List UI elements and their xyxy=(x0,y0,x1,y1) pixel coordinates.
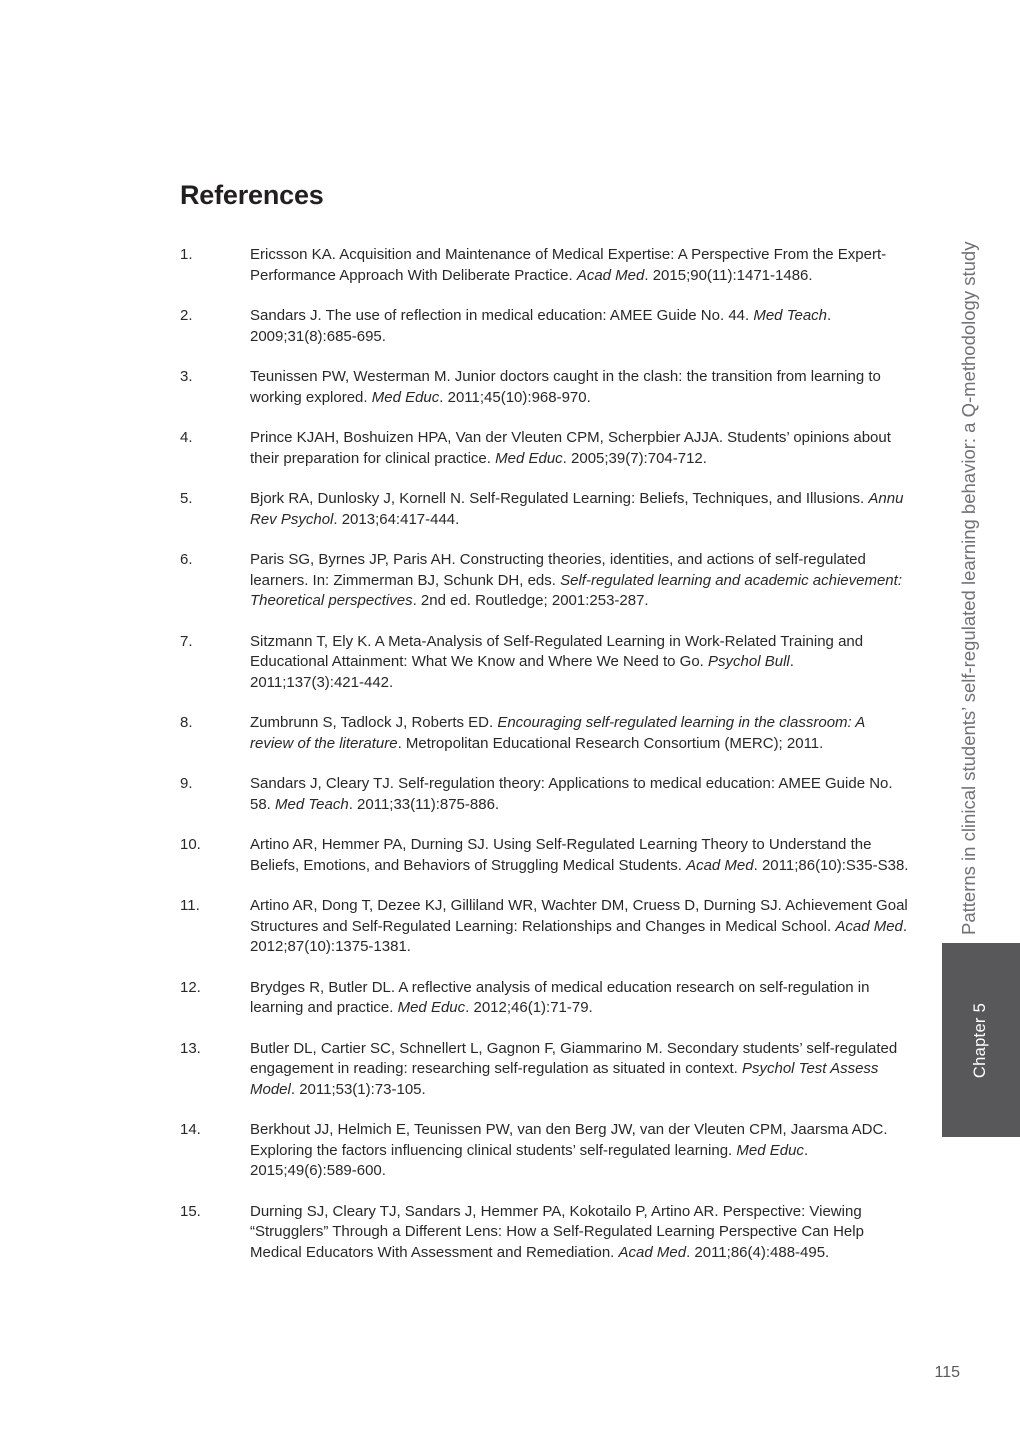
page-title: References xyxy=(180,180,324,210)
reference-item xyxy=(180,428,910,469)
reference-text: Zumbrunn S, Tadlock J, Roberts ED. Encouraging self-regulated learning in the classroom: A review of the literature. Metropolitan Educational Research Consortium (MERC); 2011. xyxy=(250,714,865,752)
chapter-tab xyxy=(942,943,1020,1137)
reference-text: Bjork RA, Dunlosky J, Kornell N. Self-Regulated Learning: Beliefs, Techniques, and Illusions. Annu Rev Psychol. 2013;64:417-444. xyxy=(250,490,904,528)
reference-text: Paris SG, Byrnes JP, Paris AH. Constructing theories, identities, and actions of self-regulated learners. In: Zimmerman BJ, Schunk DH, eds. Self-regulated learning and academic achievement: Theoretical perspectives. 2nd ed. Routledge; 2001:253-287. xyxy=(250,551,902,609)
references-list xyxy=(180,245,910,1283)
reference-item xyxy=(180,978,910,1019)
reference-number: 10. xyxy=(180,836,201,853)
reference-text: Sandars J, Cleary TJ. Self-regulation theory: Applications to medical education: AMEE Guide No. 58. Med Teach. 2011;33(11):875-886. xyxy=(250,775,893,813)
reference-item xyxy=(180,774,910,815)
reference-item xyxy=(180,713,910,754)
reference-item xyxy=(180,835,910,876)
sidebar-running-title: Patterns in clinical students’ self-regulated learning behavior: a Q-methodology study xyxy=(958,241,979,935)
reference-number: 6. xyxy=(180,551,193,568)
reference-number: 2. xyxy=(180,307,193,324)
reference-item xyxy=(180,306,910,347)
reference-item xyxy=(180,489,910,530)
reference-text: Berkhout JJ, Helmich E, Teunissen PW, van den Berg JW, van der Vleuten CPM, Jaarsma ADC. Exploring the factors influencing clinical students’ self-regulated learning. Med Educ. 2015;49(6):589-600. xyxy=(250,1121,888,1179)
reference-item xyxy=(180,245,910,286)
reference-number: 1. xyxy=(180,246,193,263)
reference-number: 8. xyxy=(180,714,193,731)
reference-text: Ericsson KA. Acquisition and Maintenance of Medical Expertise: A Perspective From the Expert-Performance Approach With Deliberate Practice. Acad Med. 2015;90(11):1471-1486. xyxy=(250,246,887,284)
reference-text: Prince KJAH, Boshuizen HPA, Van der Vleuten CPM, Scherpbier AJJA. Students’ opinions about their preparation for clinical practice. Med Educ. 2005;39(7):704-712. xyxy=(250,429,891,467)
reference-number: 15. xyxy=(180,1202,201,1220)
reference-number: 7. xyxy=(180,632,193,650)
reference-text: Butler DL, Cartier SC, Schnellert L, Gagnon F, Giammarino M. Secondary students’ self-regulated engagement in reading: researching self-regulation as situated in context. Psychol Test Assess Model. 2011;53(1):73-105. xyxy=(250,1039,898,1098)
reference-number: 11. xyxy=(180,897,200,914)
reference-text: Brydges R, Butler DL. A reflective analysis of medical education research on self-regulation in learning and practice. Med Educ. 2012;46(1):71-79. xyxy=(250,978,870,1016)
reference-number: 14. xyxy=(180,1121,201,1138)
reference-item xyxy=(180,896,910,958)
reference-text: Artino AR, Hemmer PA, Durning SJ. Using Self-Regulated Learning Theory to Understand the Beliefs, Emotions, and Behaviors of Struggling Medical Students. Acad Med. 2011;86(10):S35-S38. xyxy=(250,836,909,874)
reference-text: Durning SJ, Cleary TJ, Sandars J, Hemmer PA, Kokotailo P, Artino AR. Perspective: Viewing “Strugglers” Through a Different Lens: How a Self-Regulated Learning Perspective Can Help Medical Educators With Assessment and Remediation. Acad Med. 2011;86(4):488-495. xyxy=(250,1202,864,1261)
reference-item xyxy=(180,1039,910,1101)
reference-number: 5. xyxy=(180,490,193,507)
chapter-tab-label: Chapter 5 xyxy=(971,1002,990,1078)
reference-item xyxy=(180,367,910,408)
reference-item xyxy=(180,1120,910,1182)
reference-number: 9. xyxy=(180,775,193,792)
reference-number: 4. xyxy=(180,429,193,446)
reference-text: Teunissen PW, Westerman M. Junior doctors caught in the clash: the transition from learning to working explored. Med Educ. 2011;45(10):968-970. xyxy=(250,368,881,406)
reference-text: Artino AR, Dong T, Dezee KJ, Gilliland WR, Wachter DM, Cruess D, Durning SJ. Achievement Goal Structures and Self-Regulated Learning: Relationships and Changes in Medical School. Acad Med. 2012;87(10):1375-1381. xyxy=(250,897,908,955)
page-number: 115 xyxy=(934,1364,960,1381)
reference-number: 3. xyxy=(180,368,193,385)
reference-text: Sandars J. The use of reflection in medical education: AMEE Guide No. 44. Med Teach. 2009;31(8):685-695. xyxy=(250,307,832,345)
reference-text: Sitzmann T, Ely K. A Meta-Analysis of Self-Regulated Learning in Work-Related Training and Educational Attainment: What We Know and Where We Need to Go. Psychol Bull. 2011;137(3):421-442. xyxy=(250,632,864,691)
reference-number: 13. xyxy=(180,1039,201,1057)
reference-item xyxy=(180,1202,910,1264)
reference-number: 12. xyxy=(180,978,201,996)
reference-item xyxy=(180,550,910,612)
reference-item xyxy=(180,632,910,694)
